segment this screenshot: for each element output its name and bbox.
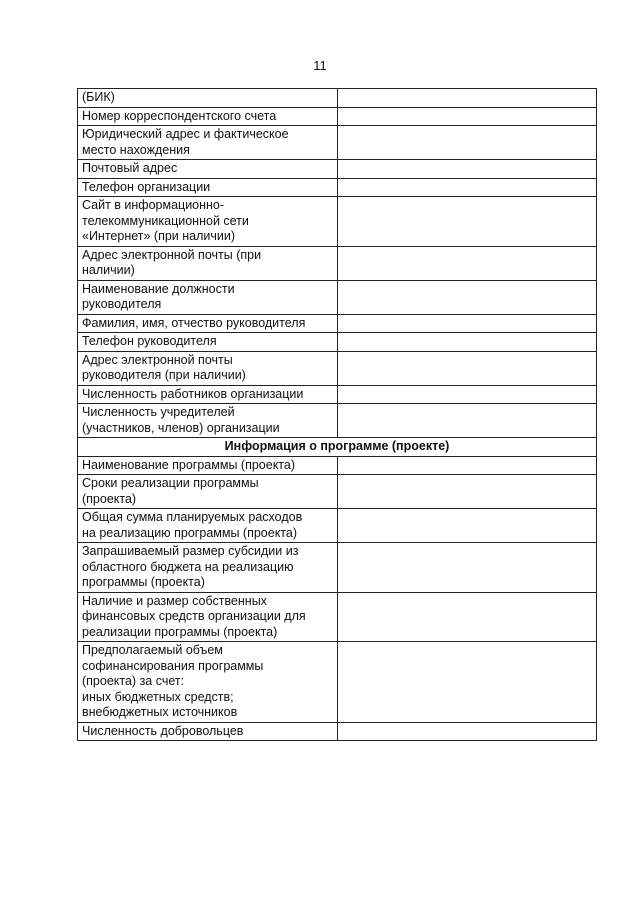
row-value-field[interactable] <box>338 722 597 741</box>
row-label: Сайт в информационно- телекоммуникационной сети «Интернет» (при наличии) <box>78 197 338 247</box>
table-row <box>78 404 597 438</box>
row-label: Наименование программы (проекта) <box>78 456 338 475</box>
row-value-field[interactable] <box>338 509 597 543</box>
row-label: Адрес электронной почты (при наличии) <box>78 246 338 280</box>
row-label: Численность добровольцев <box>78 722 338 741</box>
row-label: Фамилия, имя, отчество руководителя <box>78 314 338 333</box>
table-row <box>78 722 597 741</box>
row-value-field[interactable] <box>338 89 597 108</box>
row-value-field[interactable] <box>338 246 597 280</box>
row-value-field[interactable] <box>338 385 597 404</box>
row-value-field[interactable] <box>338 351 597 385</box>
table-row <box>78 178 597 197</box>
row-value-field[interactable] <box>338 642 597 723</box>
row-value-field[interactable] <box>338 126 597 160</box>
table-row <box>78 246 597 280</box>
table-row <box>78 107 597 126</box>
table-row <box>78 126 597 160</box>
table-row <box>78 509 597 543</box>
row-value-field[interactable] <box>338 160 597 179</box>
row-label: Номер корреспондентского счета <box>78 107 338 126</box>
row-value-field[interactable] <box>338 592 597 642</box>
table-row <box>78 89 597 108</box>
row-value-field[interactable] <box>338 314 597 333</box>
table-row <box>78 642 597 723</box>
table-row <box>78 475 597 509</box>
row-value-field[interactable] <box>338 333 597 352</box>
table-row <box>78 456 597 475</box>
row-label: Юридический адрес и фактическое место нахождения <box>78 126 338 160</box>
row-value-field[interactable] <box>338 475 597 509</box>
row-value-field[interactable] <box>338 456 597 475</box>
table-row <box>78 351 597 385</box>
table-row <box>78 333 597 352</box>
row-label: Общая сумма планируемых расходов на реализацию программы (проекта) <box>78 509 338 543</box>
row-label: Численность работников организации <box>78 385 338 404</box>
row-value-field[interactable] <box>338 107 597 126</box>
row-label: (БИК) <box>78 89 338 108</box>
section-header: Информация о программе (проекте) <box>78 438 597 457</box>
table-row <box>78 543 597 593</box>
table-row <box>78 197 597 247</box>
row-label: Наличие и размер собственных финансовых средств организации для реализации программы (проекта) <box>78 592 338 642</box>
row-label: Предполагаемый объем софинансирования программы (проекта) за счет: иных бюджетных средств; внебюджетных источников <box>78 642 338 723</box>
row-label: Почтовый адрес <box>78 160 338 179</box>
row-value-field[interactable] <box>338 543 597 593</box>
row-value-field[interactable] <box>338 404 597 438</box>
table-row <box>78 314 597 333</box>
table-row <box>78 280 597 314</box>
table-row <box>78 385 597 404</box>
row-label: Запрашиваемый размер субсидии из областного бюджета на реализацию программы (проекта) <box>78 543 338 593</box>
page-number: 11 <box>313 58 327 73</box>
row-label: Адрес электронной почты руководителя (при наличии) <box>78 351 338 385</box>
row-value-field[interactable] <box>338 197 597 247</box>
row-label: Сроки реализации программы (проекта) <box>78 475 338 509</box>
application-form-table <box>77 88 597 741</box>
row-label: Численность учредителей (участников, членов) организации <box>78 404 338 438</box>
row-value-field[interactable] <box>338 280 597 314</box>
row-label: Телефон руководителя <box>78 333 338 352</box>
table-row <box>78 160 597 179</box>
row-value-field[interactable] <box>338 178 597 197</box>
row-label: Телефон организации <box>78 178 338 197</box>
section-header-row <box>78 438 597 457</box>
row-label: Наименование должности руководителя <box>78 280 338 314</box>
table-row <box>78 592 597 642</box>
